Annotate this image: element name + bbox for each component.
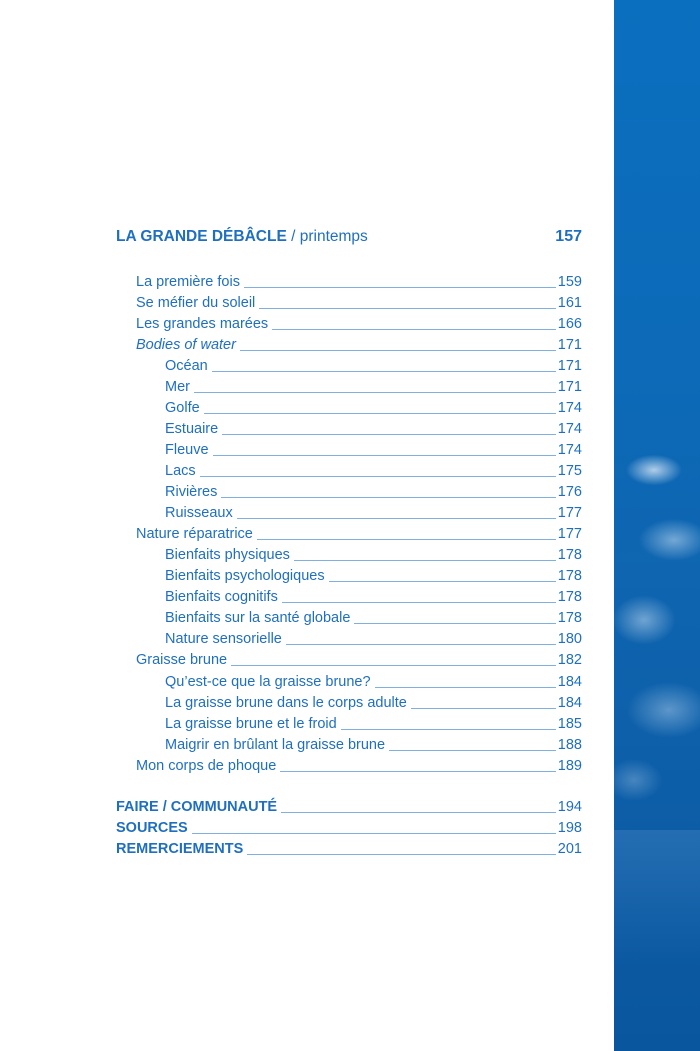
entry-title: Qu’est-ce que la graisse brune? xyxy=(165,674,371,690)
toc-subentry[interactable] xyxy=(116,438,582,459)
dot-leader xyxy=(282,602,556,603)
entry-title: Bienfaits cognitifs xyxy=(165,589,278,605)
toc-subentry[interactable] xyxy=(116,627,582,648)
toc-part-entry[interactable] xyxy=(116,816,582,837)
toc-entry[interactable] xyxy=(116,754,582,775)
entry-title: Graisse brune xyxy=(136,652,228,668)
entry-title: Bodies of water xyxy=(136,337,236,353)
ice-floe-image xyxy=(614,450,700,830)
entry-title: Mon corps de phoque xyxy=(136,758,277,774)
dot-leader xyxy=(389,750,556,751)
entry-page: 171 xyxy=(557,337,582,353)
toc-subentry[interactable] xyxy=(116,691,582,712)
entry-page: 178 xyxy=(557,547,582,563)
toc-subentry[interactable] xyxy=(116,375,582,396)
dot-leader xyxy=(204,413,556,414)
part-title: REMERCIEMENTS xyxy=(116,841,244,857)
dot-leader xyxy=(192,833,556,834)
entry-page: 178 xyxy=(557,589,582,605)
dot-leader xyxy=(213,455,556,456)
dot-leader xyxy=(221,497,555,498)
entry-page: 166 xyxy=(557,316,582,332)
entry-title: Les grandes marées xyxy=(136,316,269,332)
entry-title: Ruisseaux xyxy=(165,505,233,521)
entry-title: Maigrir en brûlant la graisse brune xyxy=(165,737,386,753)
toc-subentry[interactable] xyxy=(116,396,582,417)
entry-title: La graisse brune et le froid xyxy=(165,716,337,732)
entry-page: 174 xyxy=(557,400,582,416)
toc-entry[interactable] xyxy=(116,291,582,312)
entry-title: Bienfaits psychologiques xyxy=(165,568,325,584)
dot-leader xyxy=(259,308,556,309)
entry-title: Bienfaits physiques xyxy=(165,547,290,563)
toc-entry[interactable] xyxy=(116,648,582,669)
entry-page: 188 xyxy=(557,737,582,753)
dot-leader xyxy=(281,812,556,813)
entry-title: Nature sensorielle xyxy=(165,631,282,647)
toc-entry[interactable] xyxy=(116,312,582,333)
dot-leader xyxy=(280,771,556,772)
entry-page: 178 xyxy=(557,568,582,584)
section-page-number: 157 xyxy=(555,228,582,245)
dot-leader xyxy=(329,581,556,582)
water-image xyxy=(614,830,700,1051)
toc-subentry[interactable] xyxy=(116,543,582,564)
entry-page: 184 xyxy=(557,674,582,690)
section-title xyxy=(116,228,368,246)
dot-leader xyxy=(222,434,556,435)
toc-subentry[interactable] xyxy=(116,585,582,606)
part-page: 194 xyxy=(557,799,582,815)
dot-leader xyxy=(247,854,556,855)
toc-subentry[interactable] xyxy=(116,417,582,438)
entry-title: Bienfaits sur la santé globale xyxy=(165,610,351,626)
entry-page: 171 xyxy=(557,379,582,395)
entry-page: 178 xyxy=(557,610,582,626)
entry-page: 185 xyxy=(557,716,582,732)
toc-part-entry[interactable] xyxy=(116,795,582,816)
dot-leader xyxy=(200,476,556,477)
entry-page: 174 xyxy=(557,442,582,458)
dot-leader xyxy=(257,539,556,540)
dot-leader xyxy=(212,371,556,372)
toc-entry[interactable] xyxy=(116,333,582,354)
dot-leader xyxy=(194,392,556,393)
dot-leader xyxy=(375,687,556,688)
entry-page: 161 xyxy=(557,295,582,311)
entry-title: Estuaire xyxy=(165,421,219,437)
toc-subentry[interactable] xyxy=(116,564,582,585)
entry-title: Fleuve xyxy=(165,442,209,458)
toc-subentry[interactable] xyxy=(116,459,582,480)
entry-title: La première fois xyxy=(136,274,240,290)
dot-leader xyxy=(286,644,556,645)
entry-title: Se méfier du soleil xyxy=(136,295,256,311)
toc-subentry[interactable] xyxy=(116,712,582,733)
entry-title: Lacs xyxy=(165,463,196,479)
toc-subentry[interactable] xyxy=(116,480,582,501)
entry-title: Nature réparatrice xyxy=(136,526,253,542)
section-title-rest: / printemps xyxy=(291,228,368,245)
entry-page: 189 xyxy=(557,758,582,774)
dot-leader xyxy=(237,518,556,519)
entry-page: 175 xyxy=(557,463,582,479)
section-title-bold: LA GRANDE DÉBÂCLE xyxy=(116,228,287,245)
toc-part-entry[interactable] xyxy=(116,837,582,858)
entry-page: 182 xyxy=(557,652,582,668)
dot-leader xyxy=(272,329,556,330)
entry-title: Océan xyxy=(165,358,208,374)
entry-page: 171 xyxy=(557,358,582,374)
entry-title: Rivières xyxy=(165,484,218,500)
entry-page: 174 xyxy=(557,421,582,437)
toc-subentry[interactable] xyxy=(116,354,582,375)
dot-leader xyxy=(341,729,556,730)
entry-page: 177 xyxy=(557,526,582,542)
entry-title: La graisse brune dans le corps adulte xyxy=(165,695,407,711)
dot-leader xyxy=(244,287,556,288)
cover-image-band xyxy=(614,0,700,1051)
toc-entry[interactable] xyxy=(116,522,582,543)
entry-page: 177 xyxy=(557,505,582,521)
part-page: 201 xyxy=(557,841,582,857)
part-title: FAIRE / COMMUNAUTÉ xyxy=(116,799,278,815)
entry-title: Mer xyxy=(165,379,190,395)
entry-page: 159 xyxy=(557,274,582,290)
dot-leader xyxy=(231,665,556,666)
toc-subentry[interactable] xyxy=(116,606,582,627)
entry-page: 176 xyxy=(557,484,582,500)
dot-leader xyxy=(294,560,556,561)
toc-subentry[interactable] xyxy=(116,670,582,691)
entry-title: Golfe xyxy=(165,400,200,416)
dot-leader xyxy=(240,350,556,351)
toc-subentry[interactable] xyxy=(116,733,582,754)
section-heading[interactable] xyxy=(116,226,582,246)
entry-page: 184 xyxy=(557,695,582,711)
toc-entry[interactable] xyxy=(116,270,582,291)
toc-subentry[interactable] xyxy=(116,501,582,522)
part-title: SOURCES xyxy=(116,820,188,836)
dot-leader xyxy=(354,623,555,624)
entry-page: 180 xyxy=(557,631,582,647)
dot-leader xyxy=(411,708,556,709)
part-page: 198 xyxy=(557,820,582,836)
